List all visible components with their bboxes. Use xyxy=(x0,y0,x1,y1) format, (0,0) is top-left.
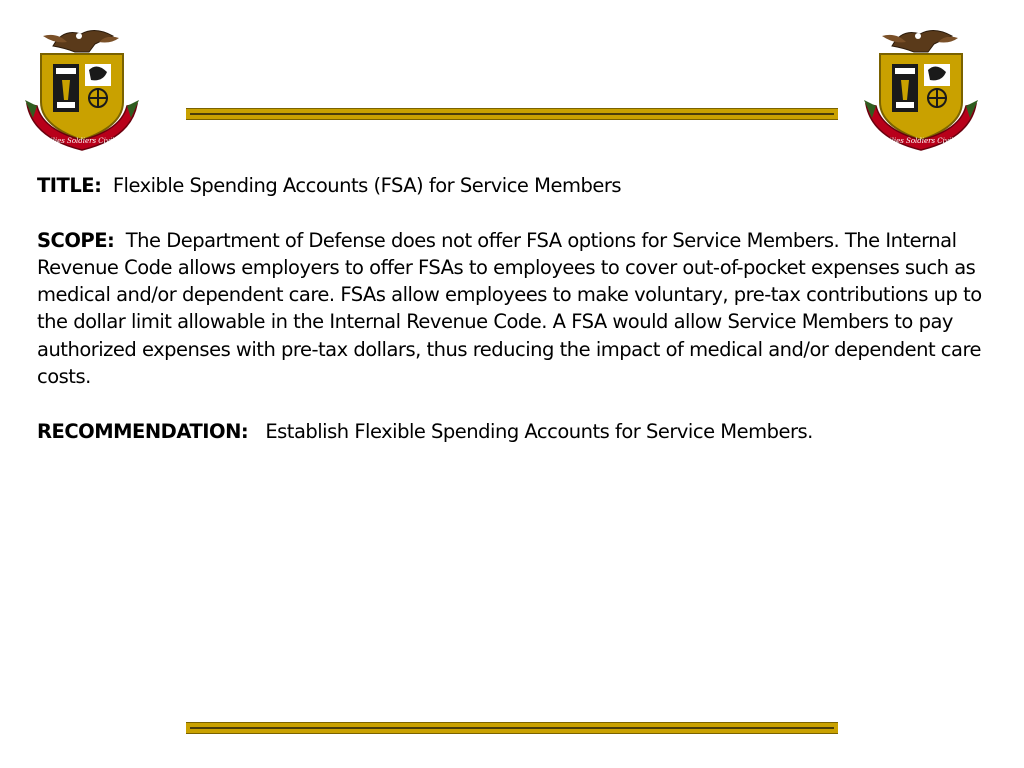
title-paragraph xyxy=(37,172,997,199)
slide-body xyxy=(37,172,997,472)
scope-label: SCOPE: xyxy=(37,228,115,252)
scope-paragraph xyxy=(37,227,997,391)
title-text: Flexible Spending Accounts (FSA) for Service Members xyxy=(112,174,621,197)
bottom-divider-bar xyxy=(186,722,838,734)
army-crest-logo-right xyxy=(862,22,980,152)
recommendation-label: RECOMMENDATION: xyxy=(37,419,249,443)
scope-text: The Department of Defense does not offer FSA options for Service Members. The Internal Revenue Code allows employers to offer FSAs to employees to cover out-of-pocket expenses such as medical and/or dependent care. FSAs allow employees to make voluntary, pre-tax contributions up to the dollar limit allowable in the Internal Revenue Code. A FSA would allow Service Members to pay authorized expenses with pre-tax dollars, thus reducing the impact of medical and/or dependent care costs. xyxy=(37,228,982,389)
top-divider-bar xyxy=(186,108,838,120)
recommendation-text: Establish Flexible Spending Accounts for Service Members. xyxy=(265,419,813,443)
crest-motto: Families Soldiers Civilians xyxy=(874,137,968,145)
title-label: TITLE: xyxy=(37,174,102,197)
army-crest-logo-left xyxy=(23,22,141,152)
recommendation-paragraph xyxy=(37,418,997,445)
crest-motto: Families Soldiers Civilians xyxy=(35,137,129,145)
